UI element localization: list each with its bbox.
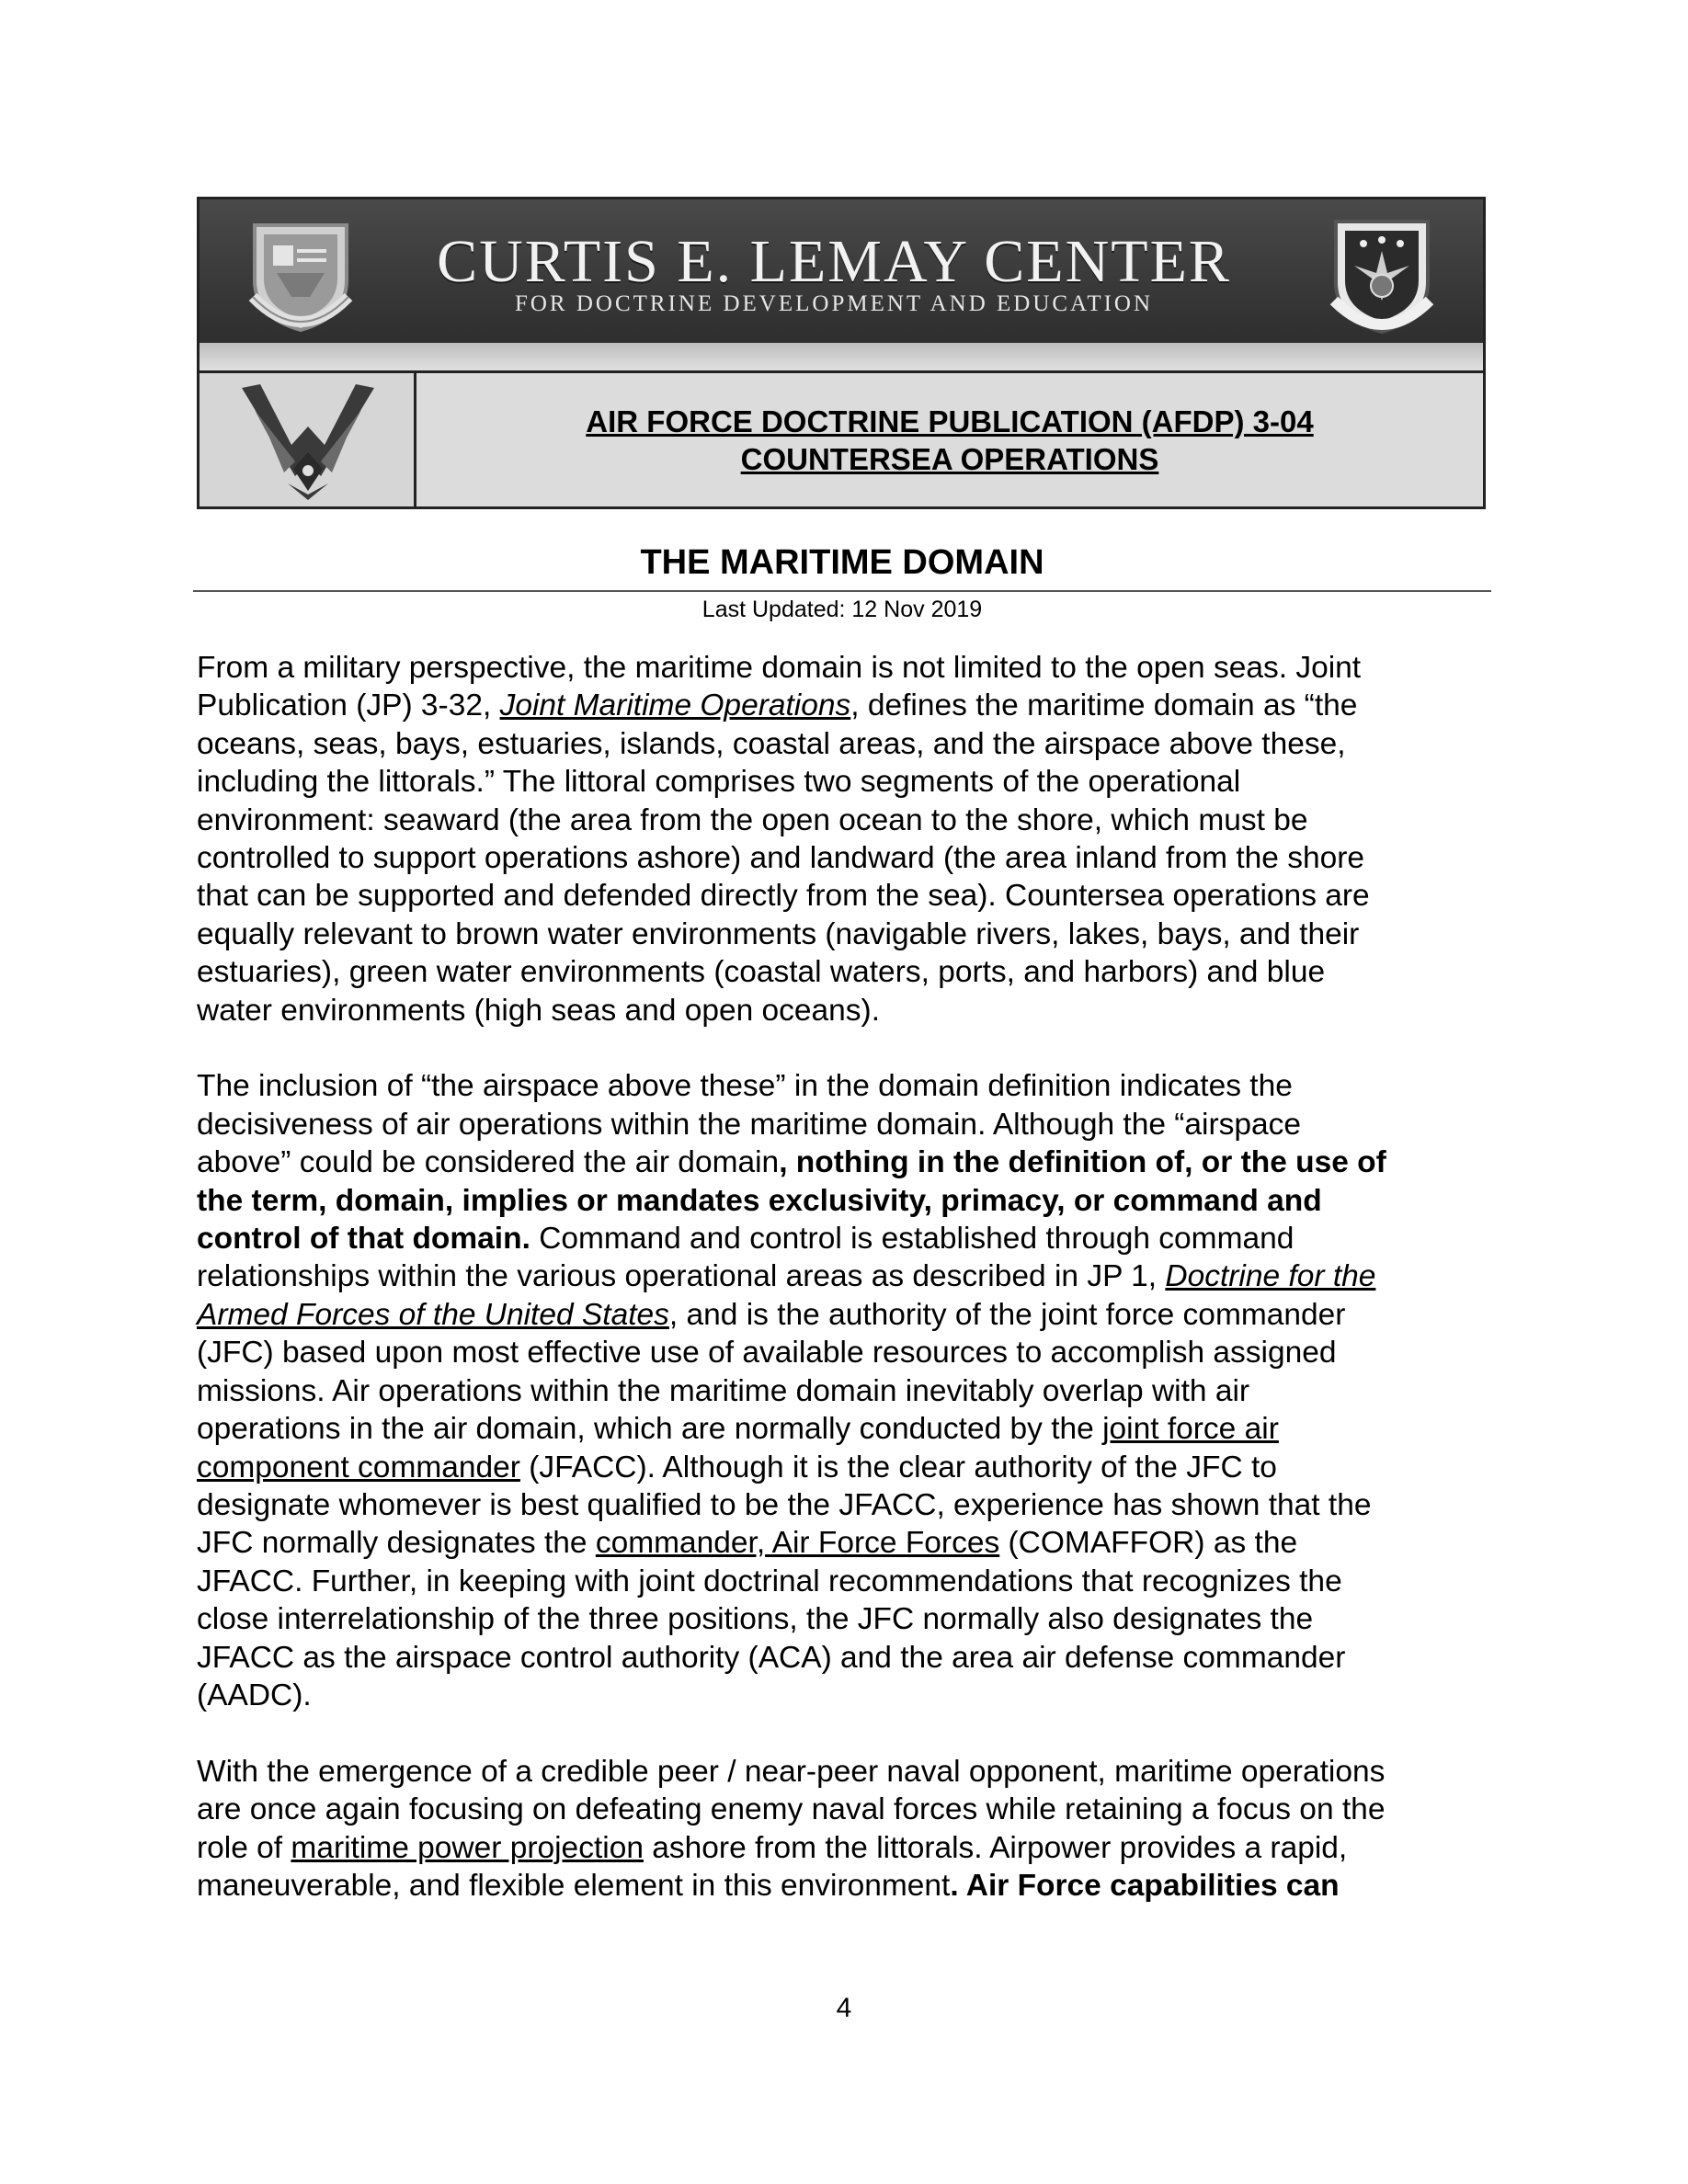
text-line	[197, 1296, 1502, 1334]
center-name: CURTIS E. LEMAY CENTER	[437, 228, 1231, 295]
link-doctrine-for-armed-forces[interactable]: Doctrine for the	[1165, 1259, 1376, 1294]
page-title: THE MARITIME DOMAIN	[640, 543, 1044, 582]
text-span: JFC normally designates the	[197, 1526, 596, 1561]
text-line: From a military perspective, the maritime domain is not limited to the open seas. Joint	[197, 651, 1362, 685]
publication-row	[200, 373, 1483, 506]
link-jfacc-cont[interactable]: component commander	[197, 1450, 520, 1484]
text-line: decisiveness of air operations within the maritime domain. Although the “airspace	[197, 1107, 1302, 1142]
document-body	[197, 649, 1502, 1943]
last-updated: Last Updated: 12 Nov 2019	[701, 597, 983, 622]
text-line: (JFC) based upon most effective use of available resources to accomplish assigned	[197, 1336, 1337, 1371]
text-line	[197, 1449, 1502, 1486]
publication-name[interactable]: COUNTERSEA OPERATIONS	[740, 441, 1159, 476]
text-span: Publication (JP) 3-32,	[197, 688, 500, 723]
lemay-center-banner	[200, 199, 1483, 346]
text-line: are once again focusing on defeating enemy naval forces while retaining a focus on the	[197, 1792, 1386, 1827]
text-line	[197, 1220, 1502, 1257]
link-maritime-power-projection[interactable]: maritime power projection	[291, 1830, 644, 1865]
text-line: equally relevant to brown water environments (navigable rivers, lakes, bays, and their	[197, 916, 1360, 951]
text-line: JFACC as the airspace control authority (ACA) and the area air defense commander	[197, 1640, 1346, 1675]
text-span: maneuverable, and flexible element in this environment	[197, 1868, 951, 1903]
text-line: controlled to support operations ashore) and landward (the area inland from the shore	[197, 841, 1365, 876]
banner-stripe	[200, 343, 1483, 373]
text-line: oceans, seas, bays, estuaries, islands, coastal areas, and the airspace above these,	[197, 726, 1346, 761]
link-joint-maritime-operations[interactable]: Joint Maritime Operations	[499, 688, 851, 723]
text-span: ashore from the littorals. Airpower provides a rapid,	[643, 1830, 1348, 1865]
text-line: missions. Air operations within the maritime domain inevitably overlap with air	[197, 1373, 1250, 1408]
text-span: (JFACC). Although it is the clear authority of the JFC to	[519, 1450, 1277, 1484]
publication-number[interactable]: AIR FORCE DOCTRINE PUBLICATION (AFDP) 3-04	[586, 404, 1314, 438]
air-force-wings-icon	[200, 373, 416, 506]
air-force-logo-cell	[200, 373, 416, 506]
publication-header	[197, 197, 1486, 509]
text-line	[197, 1867, 1502, 1905]
text-line	[197, 1410, 1502, 1448]
air-university-seal-icon	[236, 209, 365, 337]
text-span: Command and control is established through command	[530, 1222, 1295, 1257]
text-line: close interrelationship of the three positions, the JFC normally also designates the	[197, 1602, 1314, 1637]
lemay-center-seal-icon	[1317, 209, 1446, 337]
text-span: (COMAFFOR) as the	[999, 1526, 1298, 1561]
paragraph-3	[197, 1753, 1502, 1905]
link-comaffor[interactable]: commander, Air Force Forces	[595, 1526, 1000, 1561]
text-line: With the emergence of a credible peer / near-peer naval opponent, maritime operations	[197, 1754, 1386, 1789]
text-line: including the littorals.” The littoral comprises two segments of the operational	[197, 765, 1241, 800]
bold-text: control of that domain.	[197, 1222, 530, 1257]
title-divider	[193, 590, 1491, 592]
text-span: operations in the air domain, which are normally conducted by the	[197, 1412, 1103, 1447]
bold-text: , nothing in the definition of, or the use of	[779, 1145, 1386, 1180]
text-span: , and is the authority of the joint force commander	[668, 1297, 1346, 1332]
text-line: The inclusion of “the airspace above these” in the domain definition indicates the	[197, 1069, 1293, 1104]
text-line: designate whomever is best qualified to be the JFACC, experience has shown that the	[197, 1487, 1372, 1522]
text-span: role of	[197, 1830, 291, 1865]
text-line: (AADC).	[197, 1678, 312, 1712]
text-line: water environments (high seas and open oceans).	[197, 993, 881, 1028]
paragraph-2	[197, 1067, 1502, 1714]
link-jfacc[interactable]: joint force air	[1102, 1412, 1279, 1447]
publication-title-cell	[416, 373, 1483, 506]
text-line	[197, 1524, 1502, 1562]
page-number: 4	[836, 1993, 852, 2023]
text-span: relationships within the various operational areas as described in JP 1,	[197, 1259, 1166, 1294]
link-doctrine-for-armed-forces-cont[interactable]: Armed Forces of the United States	[197, 1297, 669, 1332]
text-line: JFACC. Further, in keeping with joint doctrinal recommendations that recognizes the	[197, 1564, 1342, 1598]
text-span: above” could be considered the air domain	[197, 1145, 780, 1180]
text-line: estuaries), green water environments (coastal waters, ports, and harbors) and blue	[197, 955, 1326, 990]
bold-text: . Air Force capabilities can	[950, 1868, 1340, 1903]
paragraph-1	[197, 649, 1502, 1029]
text-line: that can be supported and defended directly from the sea). Countersea operations are	[197, 879, 1370, 914]
center-subtitle: FOR DOCTRINE DEVELOPMENT AND EDUCATION	[514, 291, 1154, 316]
text-line: environment: seaward (the area from the open ocean to the shore, which must be	[197, 802, 1308, 837]
text-line	[197, 1143, 1502, 1181]
text-line	[197, 687, 1502, 724]
bold-text-line: the term, domain, implies or mandates exclusivity, primacy, or command and	[197, 1183, 1322, 1218]
text-line	[197, 1257, 1502, 1295]
text-span: , defines the maritime domain as “the	[850, 688, 1358, 723]
text-line	[197, 1829, 1502, 1867]
